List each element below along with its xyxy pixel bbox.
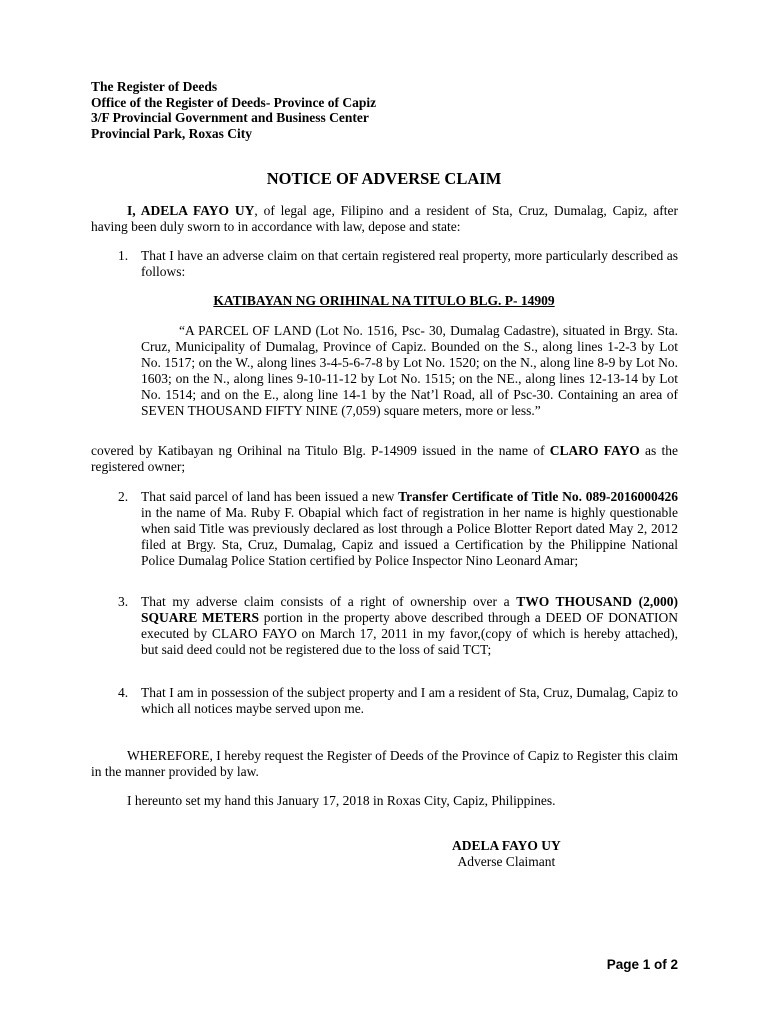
- signatory-role: Adverse Claimant: [457, 854, 556, 869]
- list-item-number: 4.: [118, 685, 129, 700]
- intro-paragraph: [91, 203, 678, 235]
- list-item-number: 2.: [118, 489, 129, 504]
- covered-paragraph: [91, 443, 678, 475]
- item3-text-start: That my adverse claim consists of a right of ownership over a: [141, 594, 517, 609]
- list-item-text: That I am in possession of the subject property and I am a resident of Sta, Cruz, Dumalag, Capiz to which all notices maybe served upon me.: [141, 685, 678, 716]
- covered-text-end: as the registered owner;: [91, 443, 678, 474]
- list-item-2: [91, 489, 678, 569]
- list-item-text: That I have an adverse claim on that certain registered real property, more particularly described as follows:: [141, 248, 678, 279]
- covered-text: covered by Katibayan ng Orihinal na Titulo Blg. P-14909 issued in the name of: [91, 443, 550, 458]
- signatory-name: ADELA FAYO UY: [452, 838, 561, 853]
- list-item-number: 3.: [118, 594, 129, 609]
- item2-text-end: in the name of Ma. Ruby F. Obapial which fact of registration in her name is highly questionable when said Title was previously declared as lost through a Police Blotter Report dated May 2, 2012 filed at Brgy. Sta, Cruz, Dumalag, Capiz and issued a Certification by the Philippine National Police Dumalag Police Station certified by Police Inspector Nino Leonard Amar;: [141, 505, 678, 568]
- list-item-3: [91, 594, 678, 658]
- wherefore-paragraph: WHEREFORE, I hereby request the Register of Deeds of the Province of Capiz to Register this claim in the manner provided by law.: [91, 748, 678, 779]
- list-item-text: [141, 594, 678, 658]
- page-number: Page 1 of 2: [606, 957, 678, 972]
- property-description: “A PARCEL OF LAND (Lot No. 1516, Psc- 30, Dumalag Cadastre), situated in Brgy. Sta. Cruz, Municipality of Dumalag, Province of Capiz. Bounded on the S., along lines 1-2-3 by Lot No. 1517; on the W., along lines 3-4-5-6-7-8 by Lot No. 1520; on the N., along line 8-9 by Lot No. 1603; on the N., along lines 9-10-11-12 by Lot No. 1515; on the NE., along lines 12-13-14 by Lot No. 1514; and on the E., along line 14-1 by the Nat’l Road, all of Psc-30. Containing an area of SEVEN THOUSAND FIFTY NINE (7,059) square meters, more or less.”: [141, 323, 678, 418]
- intro-text: , of legal age, Filipino and a resident of Sta, Cruz, Dumalag, Capiz, after having been duly sworn to in accordance with law, depose and state:: [91, 203, 678, 234]
- addressee-line: The Register of Deeds: [91, 79, 218, 94]
- list-item-number: 1.: [118, 248, 129, 263]
- signature-block: [452, 838, 561, 870]
- item3-text-end: portion in the property above described through a DEED OF DONATION executed by CLARO FAYO on March 17, 2011 in my favor,(copy of which is hereby attached), but said deed could not be registered due to the loss of said TCT;: [141, 610, 678, 657]
- addressee-line: Office of the Register of Deeds- Province of Capiz: [91, 94, 377, 110]
- hereunto-paragraph: I hereunto set my hand this January 17, 2018 in Roxas City, Capiz, Philippines.: [127, 793, 556, 808]
- title-heading: KATIBAYAN NG ORIHINAL NA TITULO BLG. P- 14909: [213, 293, 555, 308]
- affiant-name: I, ADELA FAYO UY: [127, 203, 255, 218]
- addressee-block: [91, 79, 376, 141]
- list-item-text: [141, 489, 678, 569]
- item2-text-start: That said parcel of land has been issued a new: [141, 489, 399, 504]
- claim-area: TWO THOUSAND (2,000) SQUARE METERS: [141, 594, 678, 625]
- addressee-line: Provincial Park, Roxas City: [91, 125, 252, 141]
- addressee-line: 3/F Provincial Government and Business Center: [91, 110, 369, 126]
- list-item-4: [91, 685, 678, 717]
- document-title: NOTICE OF ADVERSE CLAIM: [266, 169, 502, 188]
- list-item-1: [91, 248, 678, 280]
- registered-owner: CLARO FAYO: [549, 443, 640, 458]
- tct-number: Transfer Certificate of Title No. 089-2016000426: [398, 489, 678, 504]
